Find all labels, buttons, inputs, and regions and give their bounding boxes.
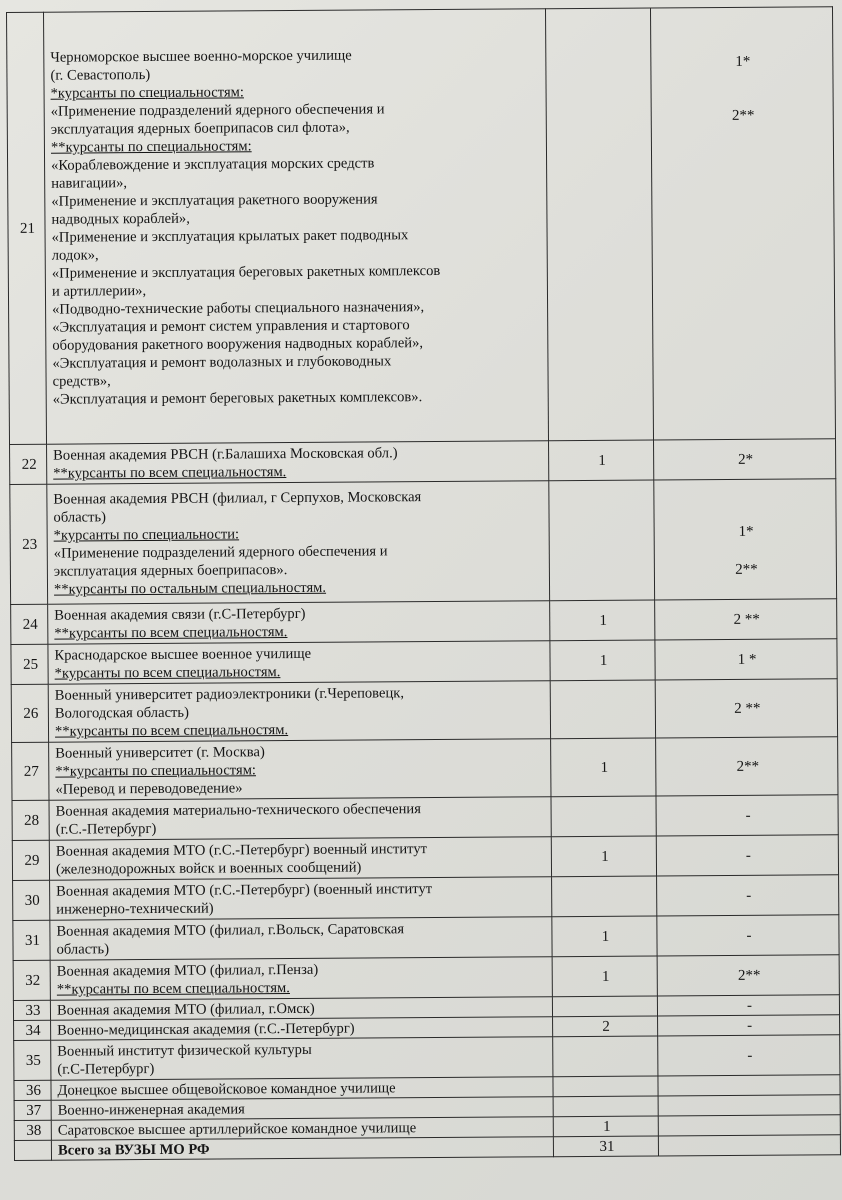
institution-line: Военная академия РВСН (филиал, г Серпухов, Московская bbox=[53, 489, 422, 508]
institution-line: инженерно-технический) bbox=[56, 900, 214, 918]
quota-cell bbox=[553, 1096, 658, 1117]
institution-line: «Перевод и переводоведение» bbox=[55, 780, 243, 798]
institution-line: Военный университет радиоэлектроники (г.Череповецк, bbox=[54, 685, 405, 704]
category-line: **курсанты по всем специальностям. bbox=[53, 464, 287, 482]
institution-cell bbox=[48, 641, 550, 685]
form-cell bbox=[655, 639, 837, 680]
quota-cell bbox=[552, 996, 657, 1017]
institution-line: «Применение и эксплуатация крылатых ракет подводных bbox=[51, 227, 409, 246]
institution-line: область) bbox=[53, 509, 107, 526]
category-line: *курсанты по специальностям: bbox=[50, 84, 244, 102]
form-note: - bbox=[745, 807, 751, 824]
category-line: **курсанты по всем специальностям. bbox=[56, 980, 290, 998]
category-line: **курсанты по всем специальностям. bbox=[54, 624, 288, 642]
quota-cell bbox=[553, 1076, 658, 1097]
total-note bbox=[658, 1135, 840, 1156]
table-row bbox=[12, 795, 838, 841]
row-number: 24 bbox=[11, 604, 48, 644]
form-cell bbox=[658, 1115, 840, 1136]
institution-cell bbox=[49, 739, 551, 801]
institution-line: Военная академия РВСН (г.Балашиха Московская обл.) bbox=[53, 445, 398, 464]
institution-line: навигации», bbox=[51, 175, 128, 192]
form-cell bbox=[657, 995, 839, 1016]
institution-line: Военная академия МТО (филиал, г.Омск) bbox=[56, 1000, 315, 1019]
form-cell bbox=[655, 599, 837, 640]
quota-cell: 1 bbox=[551, 836, 656, 877]
table-row bbox=[11, 599, 837, 645]
form-cell bbox=[658, 1015, 840, 1036]
table-row bbox=[14, 1035, 840, 1081]
form-cell bbox=[658, 1035, 840, 1076]
quota-cell bbox=[545, 8, 653, 441]
form-note: - bbox=[746, 927, 752, 944]
table-row bbox=[12, 737, 838, 801]
table-row bbox=[10, 479, 837, 605]
row-number: 27 bbox=[12, 742, 49, 800]
category-line: **курсанты по специальностям: bbox=[55, 762, 257, 780]
form-note: 2 ** bbox=[733, 611, 760, 628]
institution-line: Донецкое высшее общевойсковое командное училище bbox=[57, 1080, 396, 1099]
quota-cell: 1 bbox=[549, 440, 654, 481]
institution-line: «Подводно-технические работы специального назначения», bbox=[52, 299, 425, 318]
form-note: - bbox=[747, 1047, 753, 1064]
institution-line: (г. Севастополь) bbox=[50, 66, 151, 84]
form-cell bbox=[650, 7, 835, 440]
table-row bbox=[7, 7, 836, 445]
institution-cell bbox=[44, 9, 549, 444]
quota-cell: 1 bbox=[552, 956, 657, 997]
institution-line: Саратовское высшее артиллерийское командное училище bbox=[57, 1120, 417, 1139]
form-note: 2* bbox=[738, 451, 754, 468]
form-note: 1 * bbox=[737, 651, 757, 668]
form-cell bbox=[654, 479, 837, 600]
form-note: 2** bbox=[736, 758, 760, 775]
form-cell bbox=[656, 795, 838, 836]
form-note: - bbox=[746, 997, 753, 1014]
quota-cell: 1 bbox=[551, 738, 656, 797]
institution-line: эксплуатация ядерных боеприпасов сил флота», bbox=[50, 119, 350, 138]
institution-cell bbox=[49, 797, 551, 841]
institution-line: Военная академия связи (г.С-Петербург) bbox=[54, 605, 306, 624]
form-note: 1* bbox=[735, 53, 751, 70]
quota-cell: 1 bbox=[552, 916, 657, 957]
institution-line: Краснодарское высшее военное училище bbox=[54, 645, 312, 664]
institution-line: «Применение подразделений ядерного обеспечения и bbox=[50, 101, 385, 120]
total-number-cell bbox=[14, 1140, 51, 1160]
total-value: 31 bbox=[553, 1136, 658, 1157]
form-cell bbox=[656, 835, 838, 876]
institution-cell bbox=[47, 481, 550, 605]
form-cell bbox=[657, 875, 839, 916]
institution-line: «Кораблевождение и эксплуатация морских средств bbox=[51, 155, 375, 174]
institution-line: Вологодская область) bbox=[54, 704, 189, 722]
table-body bbox=[7, 7, 841, 1161]
form-cell bbox=[658, 1095, 840, 1116]
quota-cell: 1 bbox=[550, 640, 655, 681]
row-number: 25 bbox=[11, 644, 48, 684]
institution-line: Военная академия МТО (филиал, г.Пенза) bbox=[56, 961, 319, 980]
quota-cell bbox=[551, 796, 656, 837]
row-number: 36 bbox=[14, 1080, 51, 1100]
form-cell bbox=[657, 915, 839, 956]
institution-line: оборудования ракетного вооружения надводных кораблей», bbox=[52, 335, 424, 354]
institution-line: Военная академия МТО (г.С.-Петербург) (военный институт bbox=[56, 881, 433, 900]
institution-cell bbox=[50, 917, 552, 961]
form-note: 2** bbox=[737, 967, 761, 984]
institution-cell bbox=[47, 441, 549, 485]
quota-cell bbox=[553, 1036, 658, 1077]
institution-line: Черноморское высшее военно-морское училище bbox=[50, 47, 352, 66]
institution-line: эксплуатация ядерных боеприпасов». bbox=[53, 562, 288, 580]
form-note: - bbox=[746, 887, 752, 904]
row-number: 23 bbox=[10, 484, 48, 604]
form-cell bbox=[655, 679, 837, 738]
quota-cell: 1 bbox=[550, 600, 655, 641]
form-note: - bbox=[747, 1017, 753, 1034]
institution-line: Военно-медицинская академия (г.С.-Петербург) bbox=[57, 1020, 355, 1039]
form-cell bbox=[654, 439, 836, 480]
institution-line: (г.С-Петербург) bbox=[57, 1060, 155, 1078]
table-row bbox=[13, 875, 839, 921]
institution-cell bbox=[48, 601, 550, 645]
institution-cell bbox=[48, 681, 550, 743]
institution-line: и артиллерии», bbox=[51, 283, 147, 300]
form-note: 2** bbox=[735, 561, 758, 578]
category-line: *курсанты по всем специальностям. bbox=[54, 664, 281, 682]
institution-line: лодок», bbox=[51, 247, 99, 264]
institution-line: «Эксплуатация и ремонт водолазных и глубоководных bbox=[52, 353, 392, 372]
row-number: 37 bbox=[14, 1100, 51, 1120]
institution-line: надводных кораблей», bbox=[51, 210, 190, 228]
institution-line: «Применение и эксплуатация ракетного вооружения bbox=[51, 191, 378, 210]
institution-line: (г.С.-Петербург) bbox=[55, 820, 157, 838]
quota-cell bbox=[549, 480, 655, 601]
row-number: 29 bbox=[12, 840, 49, 880]
institution-line: средств», bbox=[52, 373, 111, 390]
institution-line: «Эксплуатация и ремонт береговых ракетных комплексов». bbox=[52, 389, 423, 408]
quota-cell bbox=[552, 876, 657, 917]
institution-cell bbox=[49, 837, 551, 881]
table-row bbox=[12, 835, 838, 881]
row-number: 32 bbox=[13, 960, 50, 1000]
institution-line: (железнодорожных войск и военных сообщений) bbox=[55, 859, 362, 878]
quota-cell bbox=[550, 680, 655, 739]
table-row bbox=[13, 955, 839, 1001]
institution-line: Военная академия МТО (филиал, г.Вольск, Саратовская bbox=[56, 921, 405, 940]
form-cell bbox=[656, 737, 838, 796]
form-note: - bbox=[745, 847, 751, 864]
form-note: 2** bbox=[731, 107, 755, 124]
form-cell bbox=[658, 1075, 840, 1096]
institution-line: Военная академия МТО (г.С.-Петербург) военный институт bbox=[55, 841, 428, 860]
row-number: 34 bbox=[14, 1020, 51, 1040]
total-label: Всего за ВУЗЫ МО РФ bbox=[51, 1137, 553, 1161]
table-row bbox=[10, 439, 836, 485]
form-note: 1* bbox=[738, 523, 754, 540]
institution-line: «Эксплуатация и ремонт систем управления и стартового bbox=[52, 317, 410, 336]
row-number: 31 bbox=[13, 920, 50, 960]
row-number: 38 bbox=[14, 1120, 51, 1140]
institution-line: «Применение подразделений ядерного обеспечения и bbox=[53, 543, 388, 562]
category-line: **курсанты по всем специальностям. bbox=[54, 722, 289, 740]
row-number: 35 bbox=[14, 1040, 51, 1080]
institution-line: Военный институт физической культуры bbox=[57, 1041, 312, 1060]
institution-line: Военная академия материально-технического обеспечения bbox=[55, 801, 421, 820]
row-number: 28 bbox=[12, 800, 49, 840]
category-line: *курсанты по специальности: bbox=[53, 526, 240, 544]
institution-cell bbox=[51, 1037, 553, 1081]
table-row bbox=[13, 915, 839, 961]
institution-line: Военно-инженерная академия bbox=[57, 1101, 245, 1119]
university-quota-table bbox=[6, 6, 841, 1161]
table-row bbox=[11, 639, 837, 685]
form-cell bbox=[657, 955, 839, 996]
category-line: **курсанты по специальностям: bbox=[50, 138, 252, 156]
institution-line: «Применение и эксплуатация береговых ракетных комплексов bbox=[51, 262, 441, 282]
category-line: **курсанты по остальным специальностям. bbox=[53, 579, 327, 598]
quota-cell: 2 bbox=[553, 1016, 658, 1037]
form-note: 2 ** bbox=[734, 700, 761, 717]
institution-line: область) bbox=[56, 941, 110, 958]
row-number: 33 bbox=[13, 1000, 50, 1020]
row-number: 21 bbox=[7, 12, 47, 444]
row-number: 30 bbox=[13, 880, 50, 920]
quota-cell: 1 bbox=[553, 1116, 658, 1137]
institution-line: Военный университет (г. Москва) bbox=[55, 744, 265, 762]
institution-cell bbox=[50, 877, 552, 921]
institution-cell bbox=[50, 957, 552, 1001]
table-row bbox=[11, 679, 837, 743]
row-number: 26 bbox=[11, 684, 48, 742]
row-number: 22 bbox=[10, 444, 47, 484]
